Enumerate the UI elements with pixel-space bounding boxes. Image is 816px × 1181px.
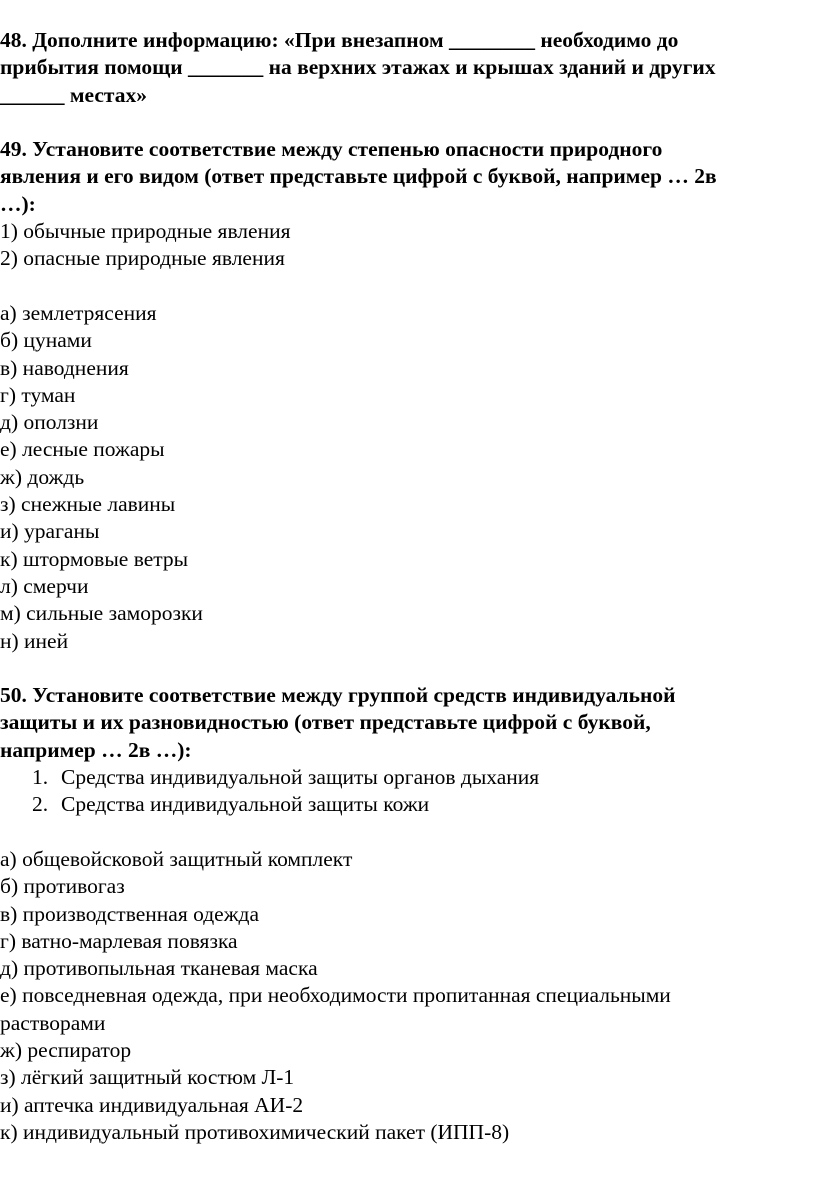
question-49-items	[0, 300, 812, 655]
question-50-items	[0, 846, 812, 1146]
question-49-categories	[0, 218, 812, 273]
question-49-line: явления и его видом (ответ представьте цифрой с буквой, например … 2в	[0, 164, 717, 189]
question-48	[0, 27, 812, 109]
list-item: и) аптечка индивидуальная АИ-2	[0, 1092, 304, 1117]
question-49-line: …):	[0, 191, 36, 216]
list-item: б) противогаз	[0, 874, 125, 899]
question-49-header	[0, 136, 812, 218]
question-50-line: 50. Установите соответствие между группой средств индивидуальной	[0, 683, 676, 708]
list-item: н) иней	[0, 628, 69, 653]
list-item: б) цунами	[0, 328, 92, 353]
question-49-line: 49. Установите соответствие между степенью опасности природного	[0, 137, 663, 162]
list-item: е) лесные пожары	[0, 437, 165, 462]
question-50-line: например … 2в …):	[0, 737, 192, 762]
question-50-groups	[0, 764, 812, 819]
list-item: растворами	[0, 1010, 106, 1035]
category-item: 2) опасные природные явления	[0, 246, 285, 271]
category-item: 1) обычные природные явления	[0, 219, 291, 244]
list-item: к) индивидуальный противохимический пакет (ИПП-8)	[0, 1119, 510, 1144]
group-item	[0, 791, 812, 818]
list-item: г) туман	[0, 382, 76, 407]
group-number: 1.	[32, 765, 49, 790]
list-item: в) наводнения	[0, 355, 129, 380]
list-item: д) противопыльная тканевая маска	[0, 956, 318, 981]
question-48-line: 48. Дополните информацию: «При внезапном ________ необходимо до	[0, 28, 679, 52]
list-item: з) лёгкий защитный костюм Л-1	[0, 1065, 295, 1090]
question-50-header	[0, 682, 812, 764]
list-item: е) повседневная одежда, при необходимости пропитанная специальными	[0, 983, 671, 1008]
list-item: д) оползни	[0, 410, 99, 435]
document-page	[0, 27, 812, 1146]
list-item: ж) респиратор	[0, 1037, 132, 1062]
list-item: к) штормовые ветры	[0, 546, 189, 571]
list-item: в) производственная одежда	[0, 901, 260, 926]
list-item: з) снежные лавины	[0, 492, 176, 517]
list-item: и) ураганы	[0, 519, 100, 544]
list-item: м) сильные заморозки	[0, 601, 203, 626]
list-item: л) смерчи	[0, 573, 89, 598]
group-item	[0, 764, 812, 791]
list-item: а) общевойсковой защитный комплект	[0, 846, 353, 871]
list-item: а) землетрясения	[0, 300, 157, 325]
question-50-line: защиты и их разновидностью (ответ представьте цифрой с буквой,	[0, 710, 651, 735]
question-48-line: прибытия помощи _______ на верхних этажах и крышах зданий и других	[0, 55, 716, 80]
group-text: Средства индивидуальной защиты органов дыхания	[61, 765, 540, 790]
group-text: Средства индивидуальной защиты кожи	[61, 792, 430, 817]
list-item: ж) дождь	[0, 464, 85, 489]
group-number: 2.	[32, 792, 49, 817]
question-48-line: ______ местах»	[0, 82, 147, 107]
list-item: г) ватно-марлевая повязка	[0, 928, 238, 953]
